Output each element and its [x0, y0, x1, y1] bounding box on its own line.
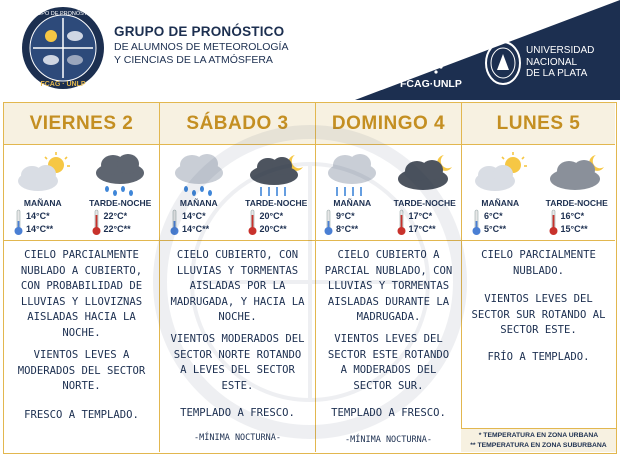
period-label: MAÑANA: [481, 198, 520, 208]
day-icons-row: [316, 146, 461, 241]
rain-cloud-icon: [85, 149, 155, 199]
cold-thermometer-icon: [14, 209, 23, 236]
temperature-values: [561, 210, 588, 236]
day-title: SÁBADO 3: [160, 103, 315, 145]
urban-temp: 17°C*: [408, 211, 433, 221]
hot-thermometer-icon: [549, 209, 558, 236]
period-label: MAÑANA: [179, 198, 218, 208]
legend-suburban: ** TEMPERATURA EN ZONA SUBURBANA: [470, 442, 607, 449]
suburban-temp: 5°C**: [484, 224, 507, 234]
min-night-note: -MÍNIMA NOCTURNA-: [194, 433, 281, 443]
temperature-values: [104, 210, 131, 236]
day-column: [316, 103, 462, 452]
unlp-seal-icon: [484, 40, 522, 86]
partly-cloudy-sun-icon: [8, 149, 78, 199]
suburban-temp: 17°C**: [408, 224, 436, 234]
unlp-line-1: UNIVERSIDAD: [526, 45, 595, 56]
suburban-temp: 8°C**: [336, 224, 359, 234]
day-icons-row: [160, 146, 315, 241]
morning-period: [160, 146, 238, 241]
temperature-legend: [461, 428, 616, 452]
temperature-values: [409, 210, 436, 236]
temperature-values: [260, 210, 287, 236]
evening-period: [82, 146, 160, 241]
day-title: DOMINGO 4: [316, 103, 461, 145]
morning-period: [4, 146, 82, 241]
day-description: [462, 242, 615, 452]
day-icons-row: [462, 146, 615, 241]
period-label: MAÑANA: [333, 198, 372, 208]
period-label: MAÑANA: [23, 198, 62, 208]
day-icons-row: [4, 146, 159, 241]
legend-urban: * TEMPERATURA EN ZONA URBANA: [478, 432, 599, 439]
unlp-name: [526, 45, 594, 80]
sky-description: CIELO PARCIALMENTE NUBLADO A CUBIERTO, CON PROBABILIDAD DE LLUVIAS Y LLOVIZNAS AISLADAS HACIA LA NOCHE.: [20, 249, 143, 339]
partly-cloudy-sun-icon: [465, 149, 535, 199]
urban-temp: 20°C*: [259, 211, 284, 221]
day-description: [4, 242, 159, 452]
wind-description: VIENTOS MODERADOS DEL SECTOR NORTE ROTANDO A LEVES DEL SECTOR ESTE.: [170, 333, 305, 392]
grupo-pronostico-logo-icon: [21, 6, 105, 90]
fcag-label: FCAG·UNLP: [400, 78, 462, 90]
hot-thermometer-icon: [92, 209, 101, 236]
morning-period: [462, 146, 539, 241]
evening-period: [389, 146, 462, 241]
forecast-table: [3, 102, 617, 454]
urban-temp: 9°C*: [336, 211, 355, 221]
evening-period: [238, 146, 316, 241]
period-label: TARDE-NOCHE: [545, 198, 608, 208]
suburban-temp: 15°C**: [560, 224, 588, 234]
evening-period: [539, 146, 616, 241]
org-subtitle: [114, 41, 288, 67]
wind-description: VIENTOS LEVES DEL SECTOR SUR ROTANDO AL SECTOR ESTE.: [471, 293, 606, 337]
night-cloudy-icon: [542, 149, 612, 199]
hot-thermometer-icon: [248, 209, 257, 236]
hot-thermometer-icon: [397, 209, 406, 236]
page-header: [0, 0, 620, 100]
urban-temp: 22°C*: [103, 211, 128, 221]
night-cloudy-icon: [390, 149, 460, 199]
temperature-values: [336, 210, 358, 236]
period-label: TARDE-NOCHE: [393, 198, 456, 208]
night-rain-cloud-icon: [241, 149, 311, 199]
sky-description: CIELO CUBIERTO, CON LLUVIAS Y TORMENTAS AISLADAS POR LA MADRUGADA, Y HACIA LA NOCHE.: [170, 249, 305, 324]
min-night-note: -MÍNIMA NOCTURNA-: [345, 435, 432, 445]
logo-top-text: GRUPO DE PRONÓSTICO: [29, 11, 97, 17]
temperature-trend: TEMPLADO A FRESCO.: [180, 407, 295, 419]
day-title: VIERNES 2: [4, 103, 159, 145]
day-column: [160, 103, 316, 452]
wind-description: VIENTOS LEVES DEL SECTOR ESTE ROTANDO A MODERADOS DEL SECTOR SUR.: [327, 333, 450, 392]
rain-cloud-icon: [164, 149, 234, 199]
temperature-values: [484, 210, 506, 236]
day-title: LUNES 5: [462, 103, 615, 145]
temperature-values: [26, 210, 53, 236]
period-label: TARDE-NOCHE: [89, 198, 152, 208]
day-description: [160, 242, 315, 452]
org-subtitle-line-2: Y CIENCIAS DE LA ATMÓSFERA: [114, 54, 273, 66]
temperature-trend: TEMPLADO A FRESCO.: [331, 407, 446, 419]
unlp-line-2: NACIONAL: [526, 56, 578, 68]
suburban-temp: 20°C**: [259, 224, 287, 234]
wind-description: VIENTOS LEVES A MODERADOS DEL SECTOR NORTE.: [17, 349, 146, 393]
urban-temp: 14°C*: [26, 211, 50, 221]
urban-temp: 14°C*: [182, 211, 206, 221]
temperature-values: [182, 210, 209, 236]
suburban-temp: 14°C**: [182, 224, 210, 234]
sky-description: CIELO CUBIERTO A PARCIAL NUBLADO, CON LLUVIAS Y TORMENTAS AISLADAS DURANTE LA MADRUGADA.: [324, 249, 453, 324]
fcag-dots-logo-icon: [408, 38, 464, 78]
cold-thermometer-icon: [472, 209, 481, 236]
suburban-temp: 22°C**: [103, 224, 131, 234]
temperature-trend: FRÍO A TEMPLADO.: [487, 351, 590, 363]
suburban-temp: 14°C**: [26, 224, 54, 234]
org-title: GRUPO DE PRONÓSTICO: [114, 24, 285, 39]
cold-thermometer-icon: [170, 209, 179, 236]
temperature-trend: FRESCO A TEMPLADO.: [24, 409, 139, 421]
rain-cloud-icon: [317, 149, 387, 199]
day-column: [4, 103, 160, 452]
day-description: [316, 242, 461, 452]
day-column: [462, 103, 615, 452]
logo-bottom-text: FCAG · UNLP: [40, 81, 86, 88]
urban-temp: 6°C*: [484, 211, 503, 221]
unlp-line-3: DE LA PLATA: [526, 68, 588, 79]
org-subtitle-line-1: DE ALUMNOS DE METEOROLOGÍA: [114, 41, 289, 53]
urban-temp: 16°C*: [560, 211, 585, 221]
cold-thermometer-icon: [324, 209, 333, 236]
morning-period: [316, 146, 389, 241]
sky-description: CIELO PARCIALMENTE NUBLADO.: [481, 249, 596, 277]
period-label: TARDE-NOCHE: [245, 198, 308, 208]
